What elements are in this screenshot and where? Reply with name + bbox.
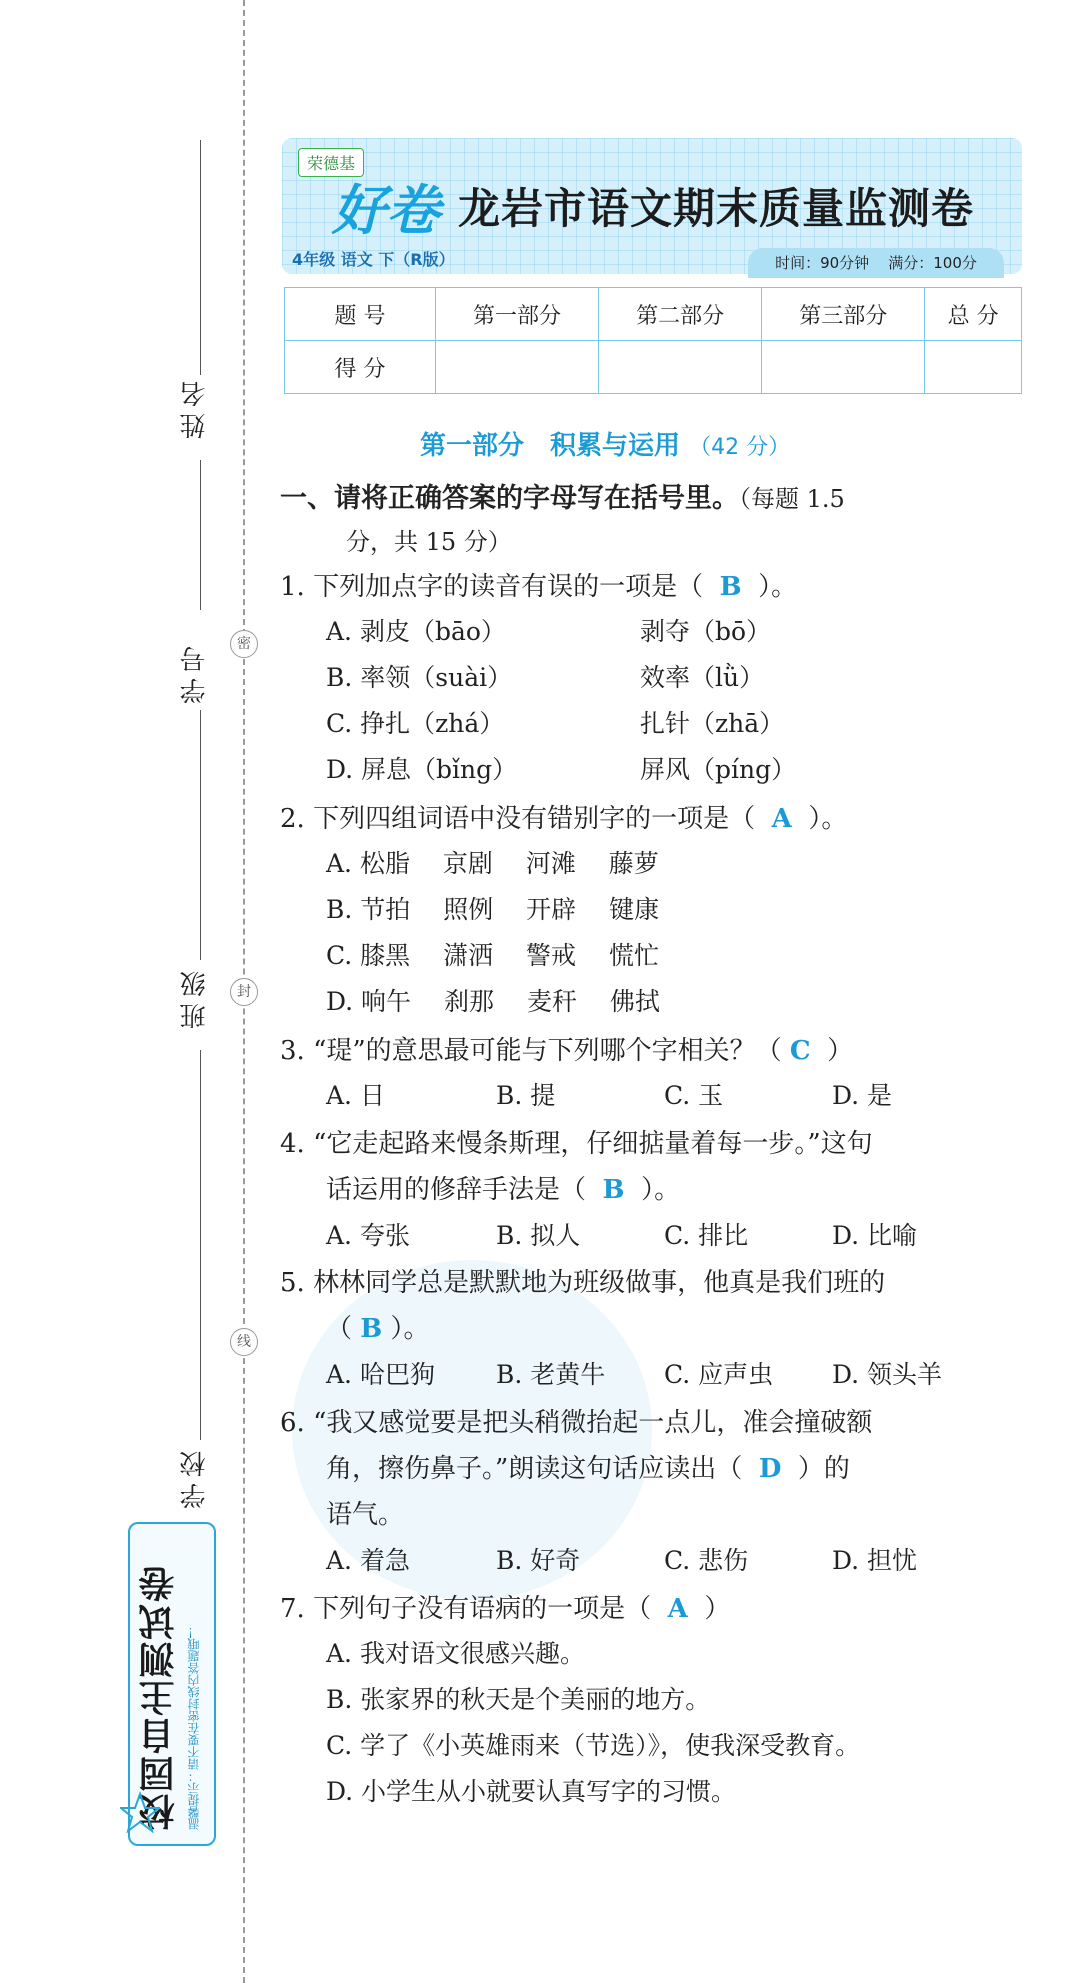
- q7-answer: A: [667, 1594, 688, 1624]
- q5-stem-cont-text: （: [326, 1314, 353, 1344]
- q4-stem-end: ）。: [641, 1175, 681, 1205]
- q1-option-b-left: B. 率领（suài）: [326, 663, 513, 692]
- part-title: [280, 476, 845, 515]
- q6-option-a: A. 着急: [326, 1546, 410, 1575]
- class-label: 班级: [180, 965, 210, 1029]
- q5-option-a: A. 哈巴狗: [326, 1360, 435, 1389]
- q5-option-b: B. 老黄牛: [496, 1360, 606, 1389]
- time-score-pill: [748, 248, 1004, 278]
- q3-option-a: A. 日: [326, 1081, 385, 1110]
- q4-option-c: C. 排比: [664, 1221, 749, 1250]
- part-title-text: 一、请将正确答案的字母写在括号里。: [280, 483, 739, 514]
- question-5-stem: 5. 林林同学总是默默地为班级做事，他真是我们班的: [280, 1268, 886, 1298]
- sidebar-tip: 温馨提示：请不要在密封线内答题哦！: [187, 1626, 201, 1830]
- question-4-stem: 4. “它走起路来慢条斯理，仔细掂量着每一步。”这句: [280, 1129, 873, 1159]
- school-line: [200, 1050, 201, 1440]
- q6-stem-cont-text: 角，擦伤鼻子。”朗读这句话应读出（: [326, 1454, 743, 1484]
- q2-option-d: D. 响午 刹那 麦秆 佛拭: [326, 987, 660, 1016]
- q1-option-c-right: 扎针（zhā）: [640, 709, 785, 738]
- seal-mark-xian: 线: [230, 1328, 258, 1356]
- name-label: 姓名: [180, 375, 210, 439]
- table-row: [285, 341, 1022, 394]
- q4-option-b: B. 拟人: [496, 1221, 581, 1250]
- q3-stem-text: 3. “瑅”的意思最可能与下列哪个字相关？（: [280, 1036, 782, 1066]
- score-input-cell[interactable]: [762, 341, 925, 394]
- q2-stem-text: 2. 下列四组词语中没有错别字的一项是（: [280, 804, 756, 834]
- q1-stem-text: 1. 下列加点字的读音有误的一项是（: [280, 572, 704, 602]
- table-cell: 第三部分: [762, 288, 925, 341]
- q5-stem-end: ）。: [390, 1314, 430, 1344]
- q2-option-c: C. 膝黑 潇洒 警戒 慌忙: [326, 941, 659, 970]
- q5-option-d: D. 领头羊: [832, 1360, 943, 1389]
- table-row: [285, 288, 1022, 341]
- q6-option-b: B. 好奇: [496, 1546, 581, 1575]
- class-line-top: [200, 710, 201, 960]
- seal-mark-mi: 密: [230, 630, 258, 658]
- q5-option-c: C. 应声虫: [664, 1360, 774, 1389]
- star-icon: [120, 1790, 160, 1850]
- q1-option-d-right: 屏风（píng）: [640, 755, 797, 784]
- school-label: 学校: [180, 1445, 210, 1509]
- id-line-top: [200, 460, 201, 610]
- q2-stem-end: ）。: [808, 804, 848, 834]
- name-line: [200, 140, 201, 375]
- q2-option-a: A. 松脂 京剧 河滩 藤萝: [326, 849, 659, 878]
- score-input-cell[interactable]: [599, 341, 762, 394]
- page-title: 龙岩市语文期末质量监测卷: [458, 184, 975, 233]
- q3-answer: C: [789, 1036, 811, 1066]
- section-points: （42 分）: [689, 435, 791, 460]
- question-7-stem: [280, 1588, 730, 1625]
- q1-answer: B: [719, 572, 742, 602]
- q7-option-d: D. 小学生从小就要认真写字的习惯。: [326, 1777, 737, 1806]
- score-input-cell[interactable]: [436, 341, 599, 394]
- student-id-label: 学号: [180, 640, 210, 704]
- q7-option-c: C. 学了《小英雄雨来（节选）》，使我深受教育。: [326, 1731, 861, 1760]
- q7-option-b: B. 张家界的秋天是个美丽的地方。: [326, 1685, 711, 1714]
- sidebar-title: 校园自主测试卷: [139, 1564, 180, 1830]
- q7-option-a: A. 我对语文很感兴趣。: [326, 1639, 585, 1668]
- q1-stem-end: ）。: [758, 572, 798, 602]
- section-title: 第一部分 积累与运用: [420, 431, 681, 461]
- question-6-stem-cont: [326, 1448, 850, 1485]
- q1-option-b-right: 效率（lǜ）: [640, 663, 765, 692]
- question-6-stem: 6. “我又感觉要是把头稍微抬起一点儿，准会撞破额: [280, 1408, 873, 1438]
- part-note-b: 分，共 15 分）: [346, 528, 512, 556]
- q3-stem-end: ）: [827, 1036, 854, 1066]
- q6-option-d: D. 担忧: [832, 1546, 918, 1575]
- table-cell: 总 分: [925, 288, 1022, 341]
- question-3-stem: [280, 1030, 853, 1067]
- grade-label: 4年级 语文 下（R版）: [292, 250, 455, 269]
- q3-option-d: D. 是: [832, 1081, 893, 1110]
- question-5-stem-cont: [326, 1308, 430, 1345]
- q1-option-c-left: C. 挣扎（zhá）: [326, 709, 505, 738]
- q6-stem-end: ）的: [797, 1454, 850, 1484]
- q1-option-d-left: D. 屏息（bǐng）: [326, 755, 518, 784]
- q6-option-c: C. 悲伤: [664, 1546, 749, 1575]
- q4-option-a: A. 夸张: [326, 1221, 410, 1250]
- q4-stem-cont-text: 话运用的修辞手法是（: [326, 1175, 587, 1205]
- q4-option-d: D. 比喻: [832, 1221, 918, 1250]
- q4-answer: B: [602, 1175, 625, 1205]
- logo: 好卷: [332, 179, 440, 242]
- table-cell: 得 分: [285, 341, 436, 394]
- table-cell: 第二部分: [599, 288, 762, 341]
- full-score-label: 满分：100分: [888, 254, 977, 272]
- q7-stem-text: 7. 下列句子没有语病的一项是（: [280, 1594, 652, 1624]
- brand-tag: 荣德基: [298, 148, 364, 177]
- q2-option-b: B. 节拍 照例 开辟 键康: [326, 895, 660, 924]
- question-6-stem-end-line: 语气。: [326, 1500, 405, 1530]
- question-4-stem-cont: [326, 1169, 680, 1206]
- q1-option-a-left: A. 剥皮（bāo）: [326, 617, 506, 646]
- q3-option-c: C. 玉: [664, 1081, 724, 1110]
- table-cell: 第一部分: [436, 288, 599, 341]
- table-cell: 题 号: [285, 288, 436, 341]
- section-heading: [420, 425, 790, 462]
- question-1-stem: [280, 566, 797, 603]
- seal-mark-feng: 封: [230, 978, 258, 1006]
- part-note-a: （每题 1.5: [739, 485, 845, 513]
- time-label: 时间：90分钟: [775, 254, 870, 272]
- score-input-cell[interactable]: [925, 341, 1022, 394]
- q3-option-b: B. 提: [496, 1081, 556, 1110]
- q1-option-a-right: 剥夺（bō）: [640, 617, 772, 646]
- q2-answer: A: [771, 804, 792, 834]
- q7-stem-end: ）: [704, 1594, 731, 1624]
- score-table: [284, 287, 1022, 394]
- q5-answer: B: [360, 1314, 383, 1344]
- q6-answer: D: [758, 1454, 782, 1484]
- question-2-stem: [280, 798, 847, 835]
